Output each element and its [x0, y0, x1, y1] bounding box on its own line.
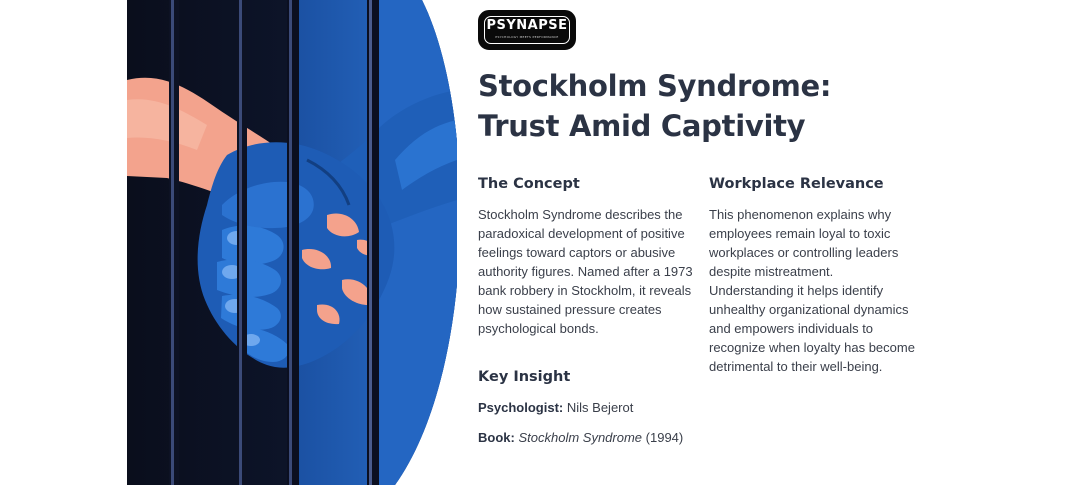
psynapse-logo [478, 10, 576, 50]
psychologist-label: Psychologist: [478, 400, 564, 415]
psychologist-line [478, 398, 693, 417]
concept-heading: The Concept [478, 176, 580, 192]
logo-wordmark: PSYNAPSE [486, 18, 568, 33]
workplace-heading: Workplace Relevance [709, 176, 884, 192]
concept-text: Stockholm Syndrome describes the paradoxical development of positive feelings toward captors or abusive authority figures. Named after a 1973 bank robbery in Stockholm, it reveals how sustained pressure creates psychological bonds. [478, 207, 693, 336]
illustration-svg [127, 0, 457, 485]
handshake-through-bars-illustration [127, 0, 457, 485]
page-title: Stockholm Syndrome: Trust Amid Captivity [478, 69, 832, 143]
book-title: Stockholm Syndrome [518, 430, 643, 445]
book-line [478, 428, 693, 447]
logo-tagline: PSYCHOLOGY MEETS PERFORMANCE [495, 35, 559, 39]
book-year: (1994) [645, 430, 684, 445]
psychologist-value: Nils Bejerot [566, 400, 634, 415]
book-label: Book: [478, 430, 515, 445]
key-insight-heading: Key Insight [478, 369, 571, 385]
workplace-text: This phenomenon explains why employees remain loyal to toxic workplaces or controlling leaders despite mistreatment. Understanding it helps identify unhealthy organizational dynamics and empowers individuals to recognize when loyalty has become detrimental to their well-being. [709, 207, 915, 374]
